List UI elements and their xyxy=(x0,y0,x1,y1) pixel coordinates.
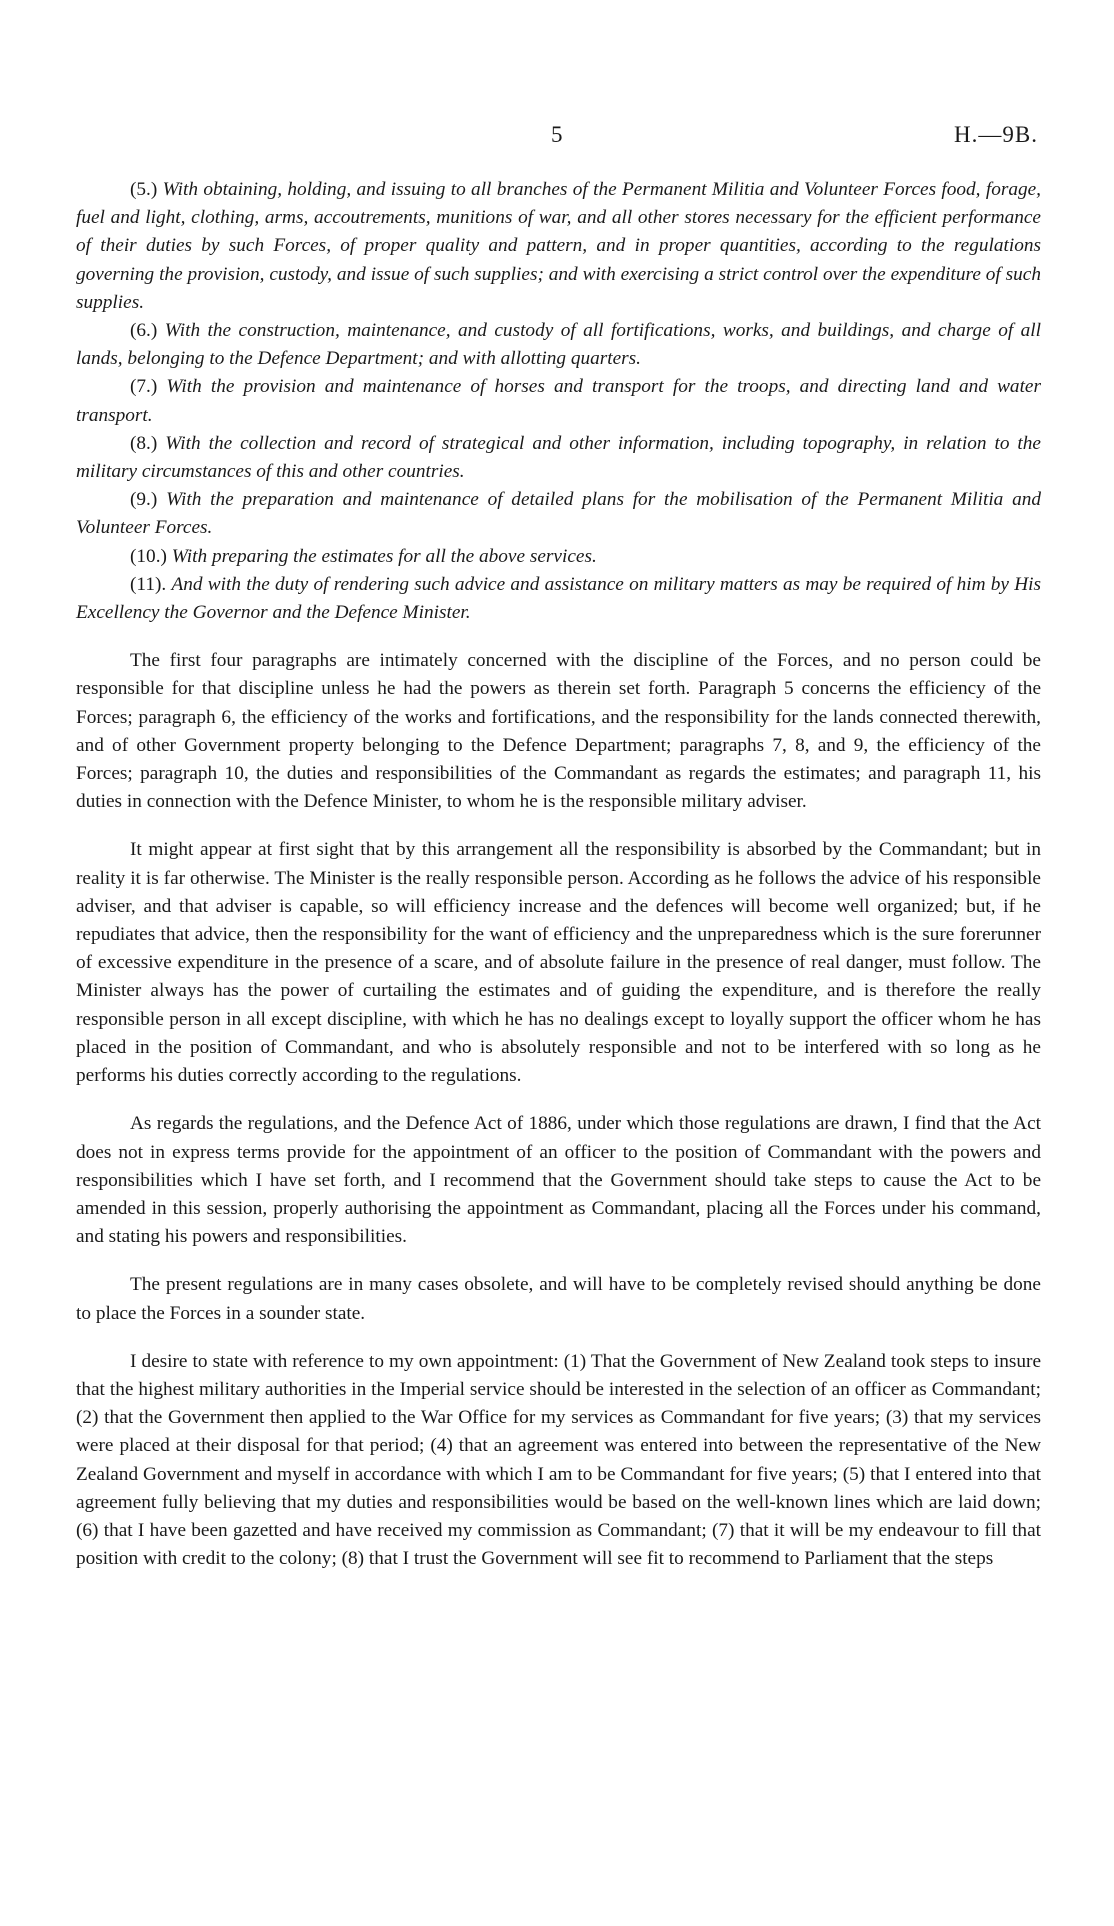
clause-text: With the construction, maintenance, and custody of all fortifications, works, and buildings, and charge of all lands, belonging to the Defence Department; and with allotting quarters. xyxy=(76,320,1041,370)
paragraph-regulations: As regards the regulations, and the Defence Act of 1886, under which those regulations are drawn, I find that the Act does not in express terms provide for the appointment of an officer to the position of Commandant with the powers and responsibilities which I have set forth, and I recommend that the Government should take steps to cause the Act to be amended in this session, properly authorising the appointment as Commandant, placing all the Forces under his command, and stating his powers and responsibilities. xyxy=(76,1113,1041,1248)
clause-number: (5.) xyxy=(130,179,158,200)
clause-text: With the provision and maintenance of horses and transport for the troops, and directing land and water transport. xyxy=(76,376,1041,426)
paragraph-responsibility: It might appear at first sight that by this arrangement all the responsibility is absorbed by the Commandant; but in reality it is far otherwise. The Minister is the really responsible person. According as he follows the advice of his responsible adviser, and that adviser is capable, so will efficiency increase and the defences will become well organized; but, if he repudiates that advice, then the responsibility for the want of efficiency and the unpreparedness which is the sure forerunner of excessive expenditure in the presence of a scare, and of absolute failure in the presence of real danger, must follow. The Minister always has the power of curtailing the estimates and of guiding the expenditure, and is therefore the really responsible person in all except discipline, with which he has no dealings except to loyally support the officer whom he has placed in the position of Commandant, and who is absolutely responsible and not to be interfered with so long as he performs his duties correctly according to the regulations. xyxy=(76,839,1041,1087)
paragraph-first-four: The first four paragraphs are intimately concerned with the discipline of the Forces, and no person could be responsible for that discipline unless he had the powers as therein set forth. Paragraph 5 concerns the efficiency of the Forces; paragraph 6, the efficiency of the works and fortifications, and the responsibility for the lands connected therewith, and of other Government property belonging to the Defence Department; paragraphs 7, 8, and 9, the efficiency of the Forces; paragraph 10, the duties and responsibilities of the Commandant as regards the estimates; and paragraph 11, his duties in connection with the Defence Minister, to whom he is the responsible military adviser. xyxy=(76,650,1041,813)
paragraph-appointment: I desire to state with reference to my own appointment: (1) That the Government of New Zealand took steps to insure that the highest military authorities in the Imperial service should be interested in the selection of an officer as Commandant; (2) that the Government then applied to the War Office for my services as Commandant for five years; (3) that my services were placed at their disposal for that period; (4) that an agreement was entered into between the representative of the New Zealand Government and myself in accordance with which I am to be Commandant for five years; (5) that I entered into that agreement fully believing that my duties and responsibilities would be based on the well-known lines which are laid down; (6) that I have been gazetted and have received my commission as Commandant; (7) that it will be my endeavour to fill that position with credit to the colony; (8) that I trust the Government will see fit to recommend to Parliament that the steps xyxy=(76,1350,1041,1570)
clause-7 xyxy=(76,373,1041,429)
clause-text: With the preparation and maintenance of detailed plans for the mobilisation of the Permanent Militia and Volunteer Forces. xyxy=(76,489,1041,539)
clause-number: (7.) xyxy=(130,376,158,398)
clause-number: (10.) xyxy=(130,545,167,567)
clause-text: With preparing the estimates for all the above services. xyxy=(171,545,597,567)
clause-text: With the collection and record of strategical and other information, including topography, in relation to the military circumstances of this and other countries. xyxy=(76,432,1041,483)
clause-text: With obtaining, holding, and issuing to all branches of the Permanent Militia and Volunteer Forces food, forage, fuel and light, clothing, arms, accoutrements, munitions of war, and all other stores necessary for the efficient performance of their duties by such Forces, of proper quality and pattern, and in proper quantities, according to the regulations governing the provision, custody, and issue of such supplies; and with exercising a strict control over the expenditure of such supplies. xyxy=(76,179,1041,313)
clause-number: (6.) xyxy=(130,320,158,342)
document-body xyxy=(76,176,1041,1573)
clause-5 xyxy=(76,176,1041,317)
clause-11 xyxy=(76,571,1041,627)
clause-number: (11). xyxy=(130,573,167,595)
document-reference: H.—9B. xyxy=(954,122,1038,147)
clause-list xyxy=(76,176,1041,627)
clause-number: (9.) xyxy=(130,489,158,511)
clause-8 xyxy=(76,430,1041,486)
clause-number: (8.) xyxy=(130,432,158,454)
clause-10 xyxy=(76,543,1041,571)
clause-text: And with the duty of rendering such advice and assistance on military matters as may be required of him by His Excellency the Governor and the Defence Minister. xyxy=(76,573,1041,624)
paragraph-obsolete: The present regulations are in many cases obsolete, and will have to be completely revised should anything be done to place the Forces in a sounder state. xyxy=(76,1274,1041,1324)
page-number: 5 xyxy=(551,122,563,147)
clause-9 xyxy=(76,486,1041,542)
clause-6 xyxy=(76,317,1041,373)
